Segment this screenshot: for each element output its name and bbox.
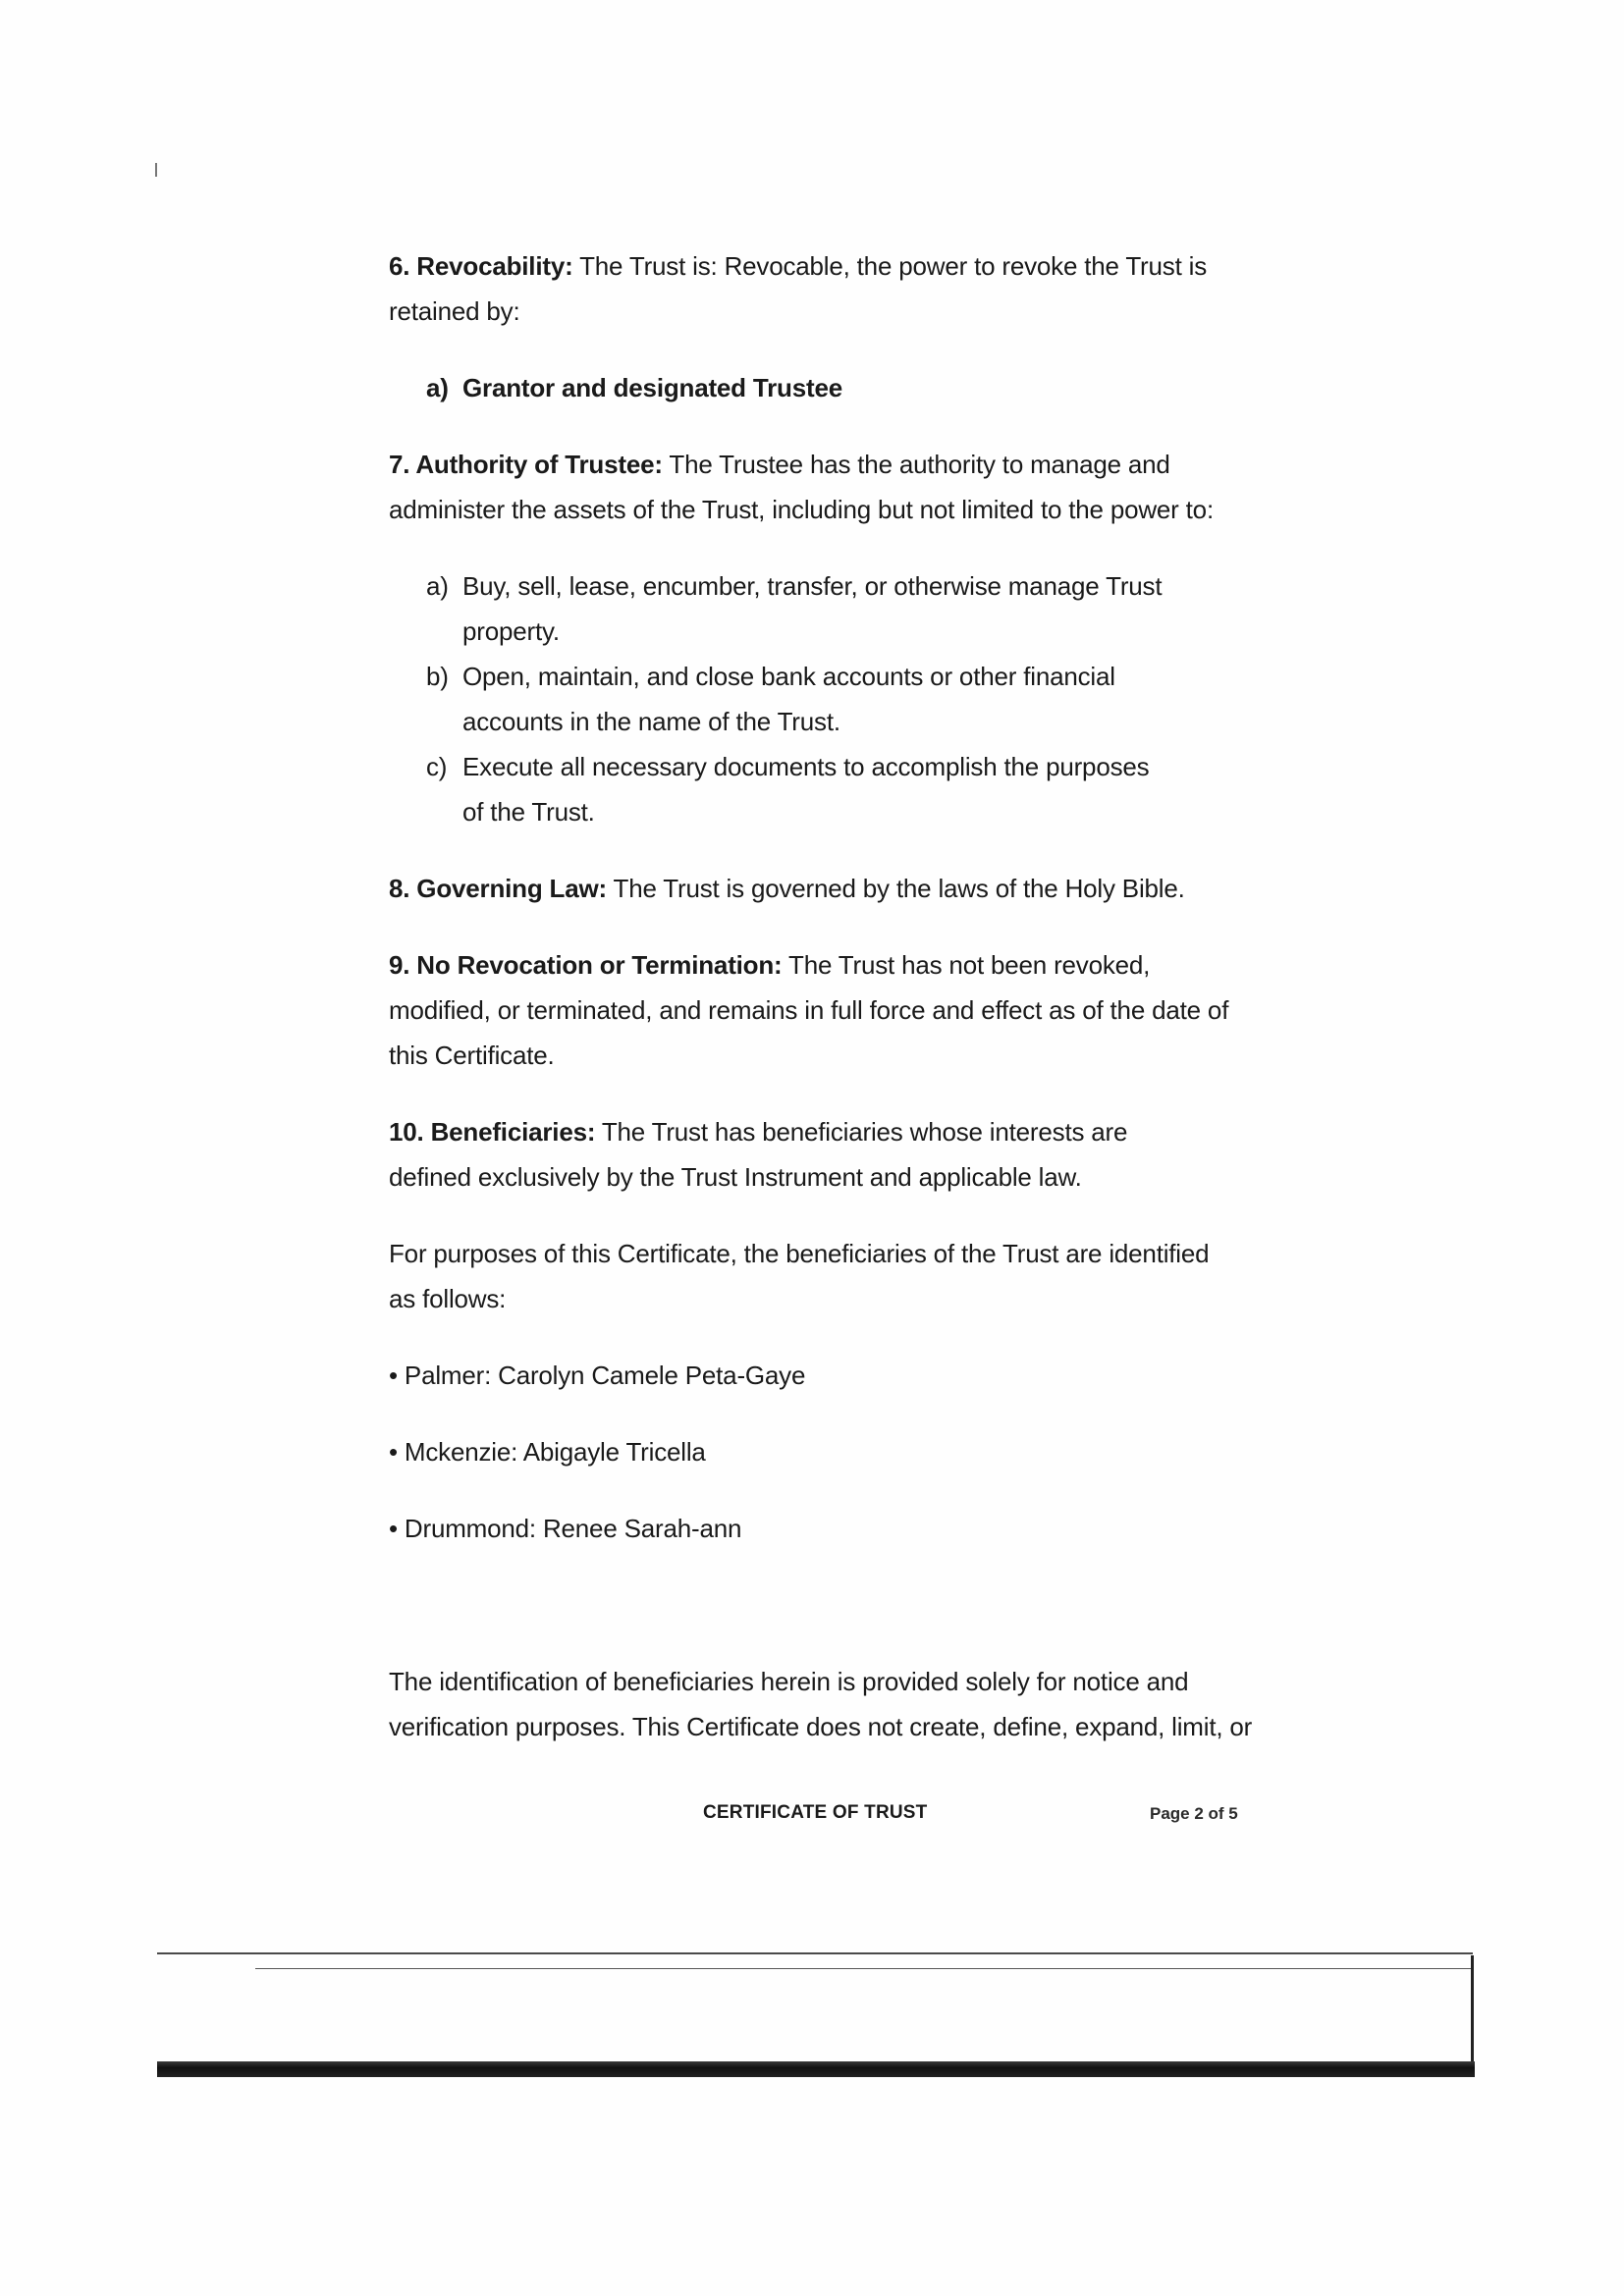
scan-border-line <box>1471 1955 1474 2068</box>
list-item-text: Grantor and designated Trustee <box>462 373 842 402</box>
list-item-text: Open, maintain, and close bank accounts or other financial accounts in the name of the Trust. <box>462 662 1115 736</box>
beneficiary-item: • Drummond: Renee Sarah-ann <box>389 1514 742 1543</box>
beneficiary-item: • Mckenzie: Abigayle Tricella <box>389 1437 706 1467</box>
section-8-text: The Trust is governed by the laws of the Holy Bible. <box>606 874 1185 903</box>
section-8-heading: 8. Governing Law: <box>389 874 607 903</box>
list-item-letter: c) <box>426 752 448 781</box>
section-10-text: The Trust has beneficiaries whose interests are defined exclusively by the Trust Instrument and applicable law. <box>389 1117 1128 1192</box>
list-item <box>389 365 1253 410</box>
section-10 <box>389 1109 1214 1200</box>
section-10-heading: 10. Beneficiaries: <box>389 1117 596 1147</box>
list-item <box>389 744 1164 834</box>
section-9 <box>389 942 1253 1078</box>
section-9-heading: 9. No Revocation or Termination: <box>389 950 783 980</box>
scan-edge-bar <box>157 2061 1475 2077</box>
closing-paragraph: The identification of beneficiaries herein is provided solely for notice and verification purposes. This Certificate does not create, define, expand, limit, or <box>389 1667 1253 1741</box>
section-7-list <box>389 563 1164 834</box>
section-6 <box>389 243 1233 334</box>
list-item-letter: b) <box>426 662 449 691</box>
list-item <box>389 563 1164 654</box>
list-item-text: Buy, sell, lease, encumber, transfer, or otherwise manage Trust property. <box>462 571 1163 646</box>
document-body <box>389 243 1253 1749</box>
section-7 <box>389 442 1253 532</box>
list-item <box>389 654 1164 744</box>
list-item-letter: a) <box>426 373 449 402</box>
page-number: Page 2 of 5 <box>1150 1804 1238 1823</box>
section-8 <box>389 866 1253 911</box>
section-7-heading: 7. Authority of Trustee: <box>389 450 663 479</box>
beneficiary-item: • Palmer: Carolyn Camele Peta-Gaye <box>389 1361 806 1390</box>
page-footer <box>0 1802 1624 1832</box>
list-item-letter: a) <box>426 571 449 601</box>
scan-border-line <box>157 1952 1473 1954</box>
section-6-text: The Trust is: Revocable, the power to revoke the Trust is retained by: <box>389 251 1207 326</box>
purposes-paragraph: For purposes of this Certificate, the beneficiaries of the Trust are identified as follows: <box>389 1239 1210 1313</box>
footer-title: CERTIFICATE OF TRUST <box>703 1802 928 1823</box>
list-item-text: Execute all necessary documents to accomplish the purposes of the Trust. <box>462 752 1150 827</box>
section-6-list <box>389 365 1253 410</box>
scan-speck <box>155 163 157 177</box>
section-6-heading: 6. Revocability: <box>389 251 573 281</box>
section-9-text: The Trust has not been revoked, modified, or terminated, and remains in full force and effect as of the date of this Certificate. <box>389 950 1229 1070</box>
scan-border-line <box>255 1968 1473 1969</box>
section-7-text: The Trustee has the authority to manage and administer the assets of the Trust, including but not limited to the power to: <box>389 450 1214 524</box>
